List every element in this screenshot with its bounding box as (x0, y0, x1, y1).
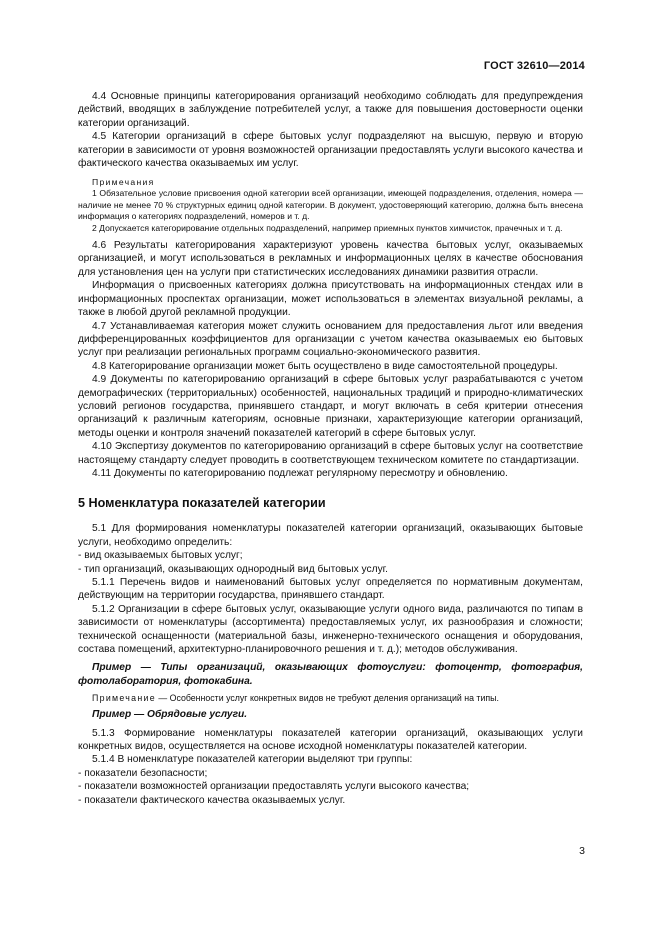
paragraph-4-4: 4.4 Основные принципы категорирования организаций необходимо соблюдать для предупреждения действий, вводящих в заблуждение потребителей услуг, а также для повышения достоверности оценки категории организаций. (78, 91, 583, 129)
paragraph-4-5: 4.5 Категории организаций в сфере бытовых услуг подразделяют на высшую, первую и вторую категории в зависимости от уровня возможностей организации предоставлять услуги высокого качества и фактического качества оказываемых им услуг. (78, 131, 583, 170)
paragraph-5-1: 5.1 Для формирования номенклатуры показателей категории организаций, оказывающих бытовые услуги, необходимо определить: (78, 523, 583, 548)
paragraph-5-1-4: 5.1.4 В номенклатуре показателей категории выделяют три группы: (92, 754, 413, 766)
paragraph-5-1-2: 5.1.2 Организации в сфере бытовых услуг, оказывающие услуги одного вида, различаются по типам в зависимости от номенклатуры (ассортимента) предоставляемых услуг, их разнообразия и сложности; технической оснащенности (материальной базы, инженерно-технического оснащения и оборудования, состава помещений, архитектурно-планировочного решения и т. д.); методов обслуживания. (78, 603, 583, 656)
paragraph-4-11: 4.11 Документы по категорированию подлежат регулярному пересмотру и обновлению. (92, 467, 508, 479)
note-2: 2 Допускается категорирование отдельных подразделений, например приемных пунктов химчисток, прачечных и т. д. (92, 222, 563, 233)
example-photo-services: Пример — Типы организаций, оказывающих фотоуслуги: фотоцентр, фотография, фотолаборатория, фотокабина. (78, 662, 583, 687)
example-ritual-services: Пример — Обрядовые услуги. (92, 709, 248, 721)
page-number: 3 (579, 845, 585, 857)
paragraph-4-10: 4.10 Экспертизу документов по категорированию организаций в сфере бытовых услуг на соответствие настоящему стандарту следует проводить в соответствующем техническом комитете по стандартизации. (78, 441, 583, 466)
list-item: - показатели фактического качества оказываемых услуг. (78, 794, 346, 806)
document-body (78, 90, 583, 807)
paragraph-4-9: 4.9 Документы по категорированию организаций в сфере бытовых услуг разрабатываются с учетом демографических (территориальных) особенностей, национальных традиций и природно-климатических условий регионов государства, принявшего стандарт, и могут включать в себя критерии отнесения организаций к различным категориям, основные признаки, характеризующие категории организаций, методы оценки и контроля значений показателей категорий в сфере бытовых услуг. (78, 374, 583, 439)
inline-note (78, 692, 583, 704)
paragraph-4-7: 4.7 Устанавливаемая категория может служить основанием для предоставления льгот или введения дифференцированных коэффициентов для организации с учетом качества оказываемых ею бытовых услуг при реализации региональных программ социально-экономического развития. (78, 320, 583, 359)
notes-heading: Примечания (92, 177, 155, 188)
inline-note-text: — Особенности услуг конкретных видов не требуют деления организаций на типы. (155, 693, 499, 704)
paragraph-5-1-3: 5.1.3 Формирование номенклатуры показателей категории организаций, оказывающих услуги конкретных видов, осуществляется на основе исходной номенклатуры показателей категории. (78, 727, 583, 753)
note-1: 1 Обязательное условие присвоения одной категории всей организации, имеющей подразделения, отделения, номера — наличие не менее 70 % структурных единиц одной категории. В документ, удостоверяющий категорию, должна быть внесена информация о категориях подразделений, номеров и т. д. (78, 188, 583, 222)
paragraph-4-6-info: Информация о присвоенных категориях должна присутствовать на информационных стендах или в информационных проспектах организации, может использоваться в элементах визуальной рекламы, а также в любой другой рекламной продукции. (78, 280, 583, 319)
list-item: - тип организаций, оказывающих однородный вид бытовых услуг. (78, 563, 388, 575)
paragraph-4-6: 4.6 Результаты категорирования характеризуют уровень качества бытовых услуг, оказываемых организацией, и могут использоваться в рекламных и информационных целях в качестве обоснования для установления цен на услуги при статистических исследованиях динамики развития отрасли. (78, 240, 583, 278)
list-item: - показатели возможностей организации предоставлять услуги высокого качества; (78, 781, 470, 793)
paragraph-5-1-1: 5.1.1 Перечень видов и наименований бытовых услуг определяется по нормативным документам, действующим на территории государства, принявшего стандарт. (78, 577, 583, 602)
document-id: ГОСТ 32610—2014 (483, 60, 585, 72)
list-item: - показатели безопасности; (78, 767, 208, 779)
list-item: - вид оказываемых бытовых услуг; (78, 550, 243, 562)
section-5-heading: 5 Номенклатура показателей категории (78, 496, 326, 511)
paragraph-4-8: 4.8 Категорирование организации может быть осуществлено в виде самостоятельной процедуры. (92, 360, 558, 372)
inline-note-label: Примечание (92, 693, 156, 704)
